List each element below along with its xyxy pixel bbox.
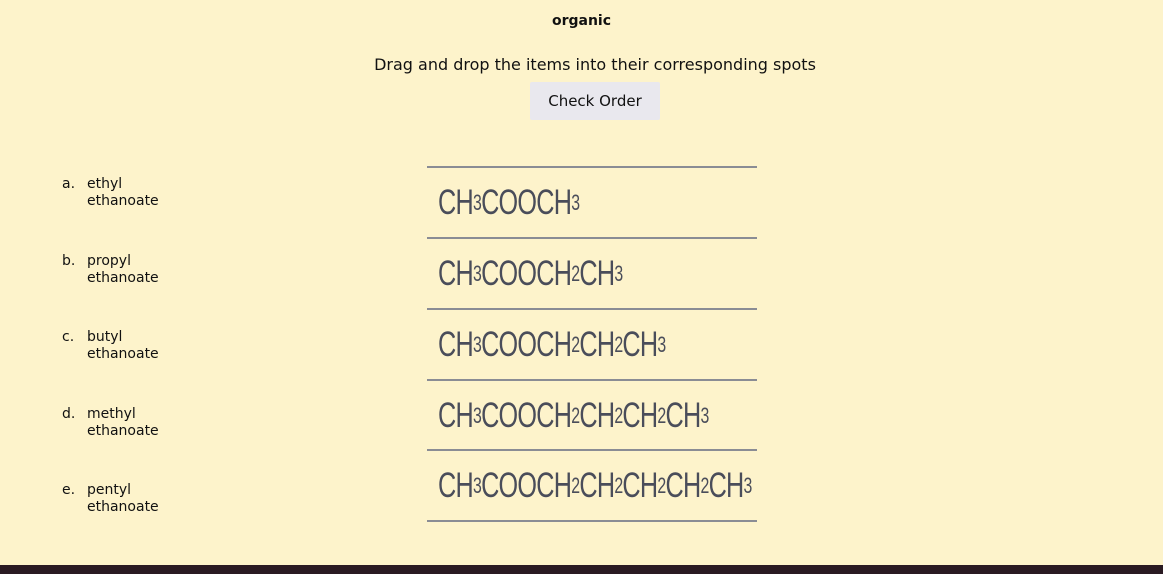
bottom-bar (0, 565, 1163, 574)
formula-item-4[interactable]: CH 3 COOCH 2 CH 2 CH 2 CH 3 (438, 396, 709, 435)
divider (427, 520, 757, 522)
formula-item-5[interactable]: CH 3 COOCH 2 CH 2 CH 2 CH 2 CH 3 (438, 466, 752, 505)
name-letter: b. (62, 253, 76, 269)
name-label: butyl ethanoate (87, 329, 159, 362)
name-item-b[interactable] (62, 253, 202, 287)
instructions-text: Drag and drop the items into their corresponding spots (374, 55, 816, 74)
formula-item-3[interactable]: CH 3 COOCH 2 CH 2 CH 3 (438, 325, 666, 364)
formula-column (427, 166, 757, 523)
name-letter: d. (62, 406, 76, 422)
name-item-e[interactable] (62, 482, 202, 516)
name-label: pentyl ethanoate (87, 482, 159, 515)
name-label: propyl ethanoate (87, 253, 159, 286)
name-item-d[interactable] (62, 406, 202, 440)
check-order-button[interactable]: Check Order (530, 82, 660, 120)
name-item-c[interactable] (62, 329, 202, 363)
name-letter: c. (62, 329, 75, 345)
name-label: methyl ethanoate (87, 406, 159, 439)
formula-item-1[interactable]: CH 3 COOCH 3 (438, 183, 580, 222)
name-letter: e. (62, 482, 76, 498)
name-letter: a. (62, 176, 76, 192)
page-title: organic (551, 13, 612, 29)
name-label: ethyl ethanoate (87, 176, 159, 209)
name-item-a[interactable] (62, 176, 202, 210)
formula-item-2[interactable]: CH 3 COOCH 2 CH 3 (438, 254, 623, 293)
